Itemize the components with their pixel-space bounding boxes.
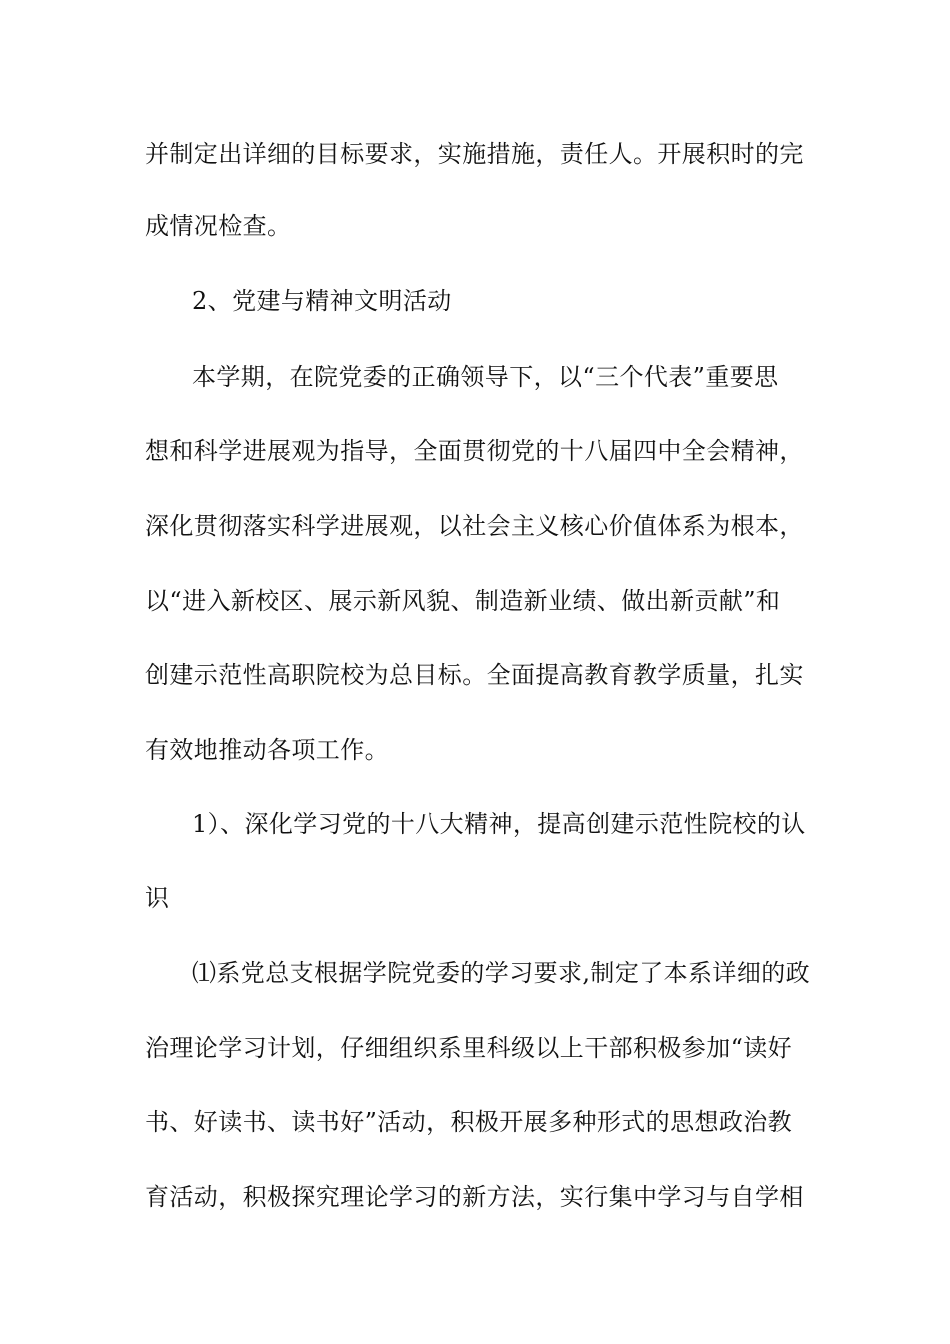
text-line: 治理论学习计划，仔细组织系里科级以上干部积极参加“读好	[145, 1034, 793, 1062]
text-line: 成情况检查。	[145, 212, 292, 240]
text-line: 育活动，积极探究理论学习的新方法，实行集中学习与自学相	[145, 1183, 804, 1211]
text-line: 本学期，在院党委的正确领导下，以“三个代表”重要思	[192, 363, 779, 391]
text-line: 以“进入新校区、展示新风貌、制造新业绩、做出新贡献”和	[145, 587, 781, 615]
text-line: 创建示范性高职院校为总目标。全面提高教育教学质量，扎实	[145, 661, 804, 689]
text-line: 有效地推动各项工作。	[145, 736, 389, 764]
text-line: ⑴系党总支根据学院党委的学习要求,制定了本系详细的政	[192, 959, 811, 987]
text-line: 并制定出详细的目标要求，实施措施，责任人。开展积时的完	[145, 140, 804, 168]
section-heading: 2、党建与精神文明活动	[192, 287, 452, 315]
subsection-heading: 1）、深化学习党的十八大精神，提高创建示范性院校的认	[192, 810, 806, 838]
text-line: 识	[145, 884, 170, 912]
text-line: 深化贯彻落实科学进展观，以社会主义核心价值体系为根本，	[145, 512, 804, 540]
text-line: 书、好读书、读书好”活动，积极开展多种形式的思想政治教	[145, 1108, 793, 1136]
text-line: 想和科学进展观为指导，全面贯彻党的十八届四中全会精神，	[145, 437, 804, 465]
